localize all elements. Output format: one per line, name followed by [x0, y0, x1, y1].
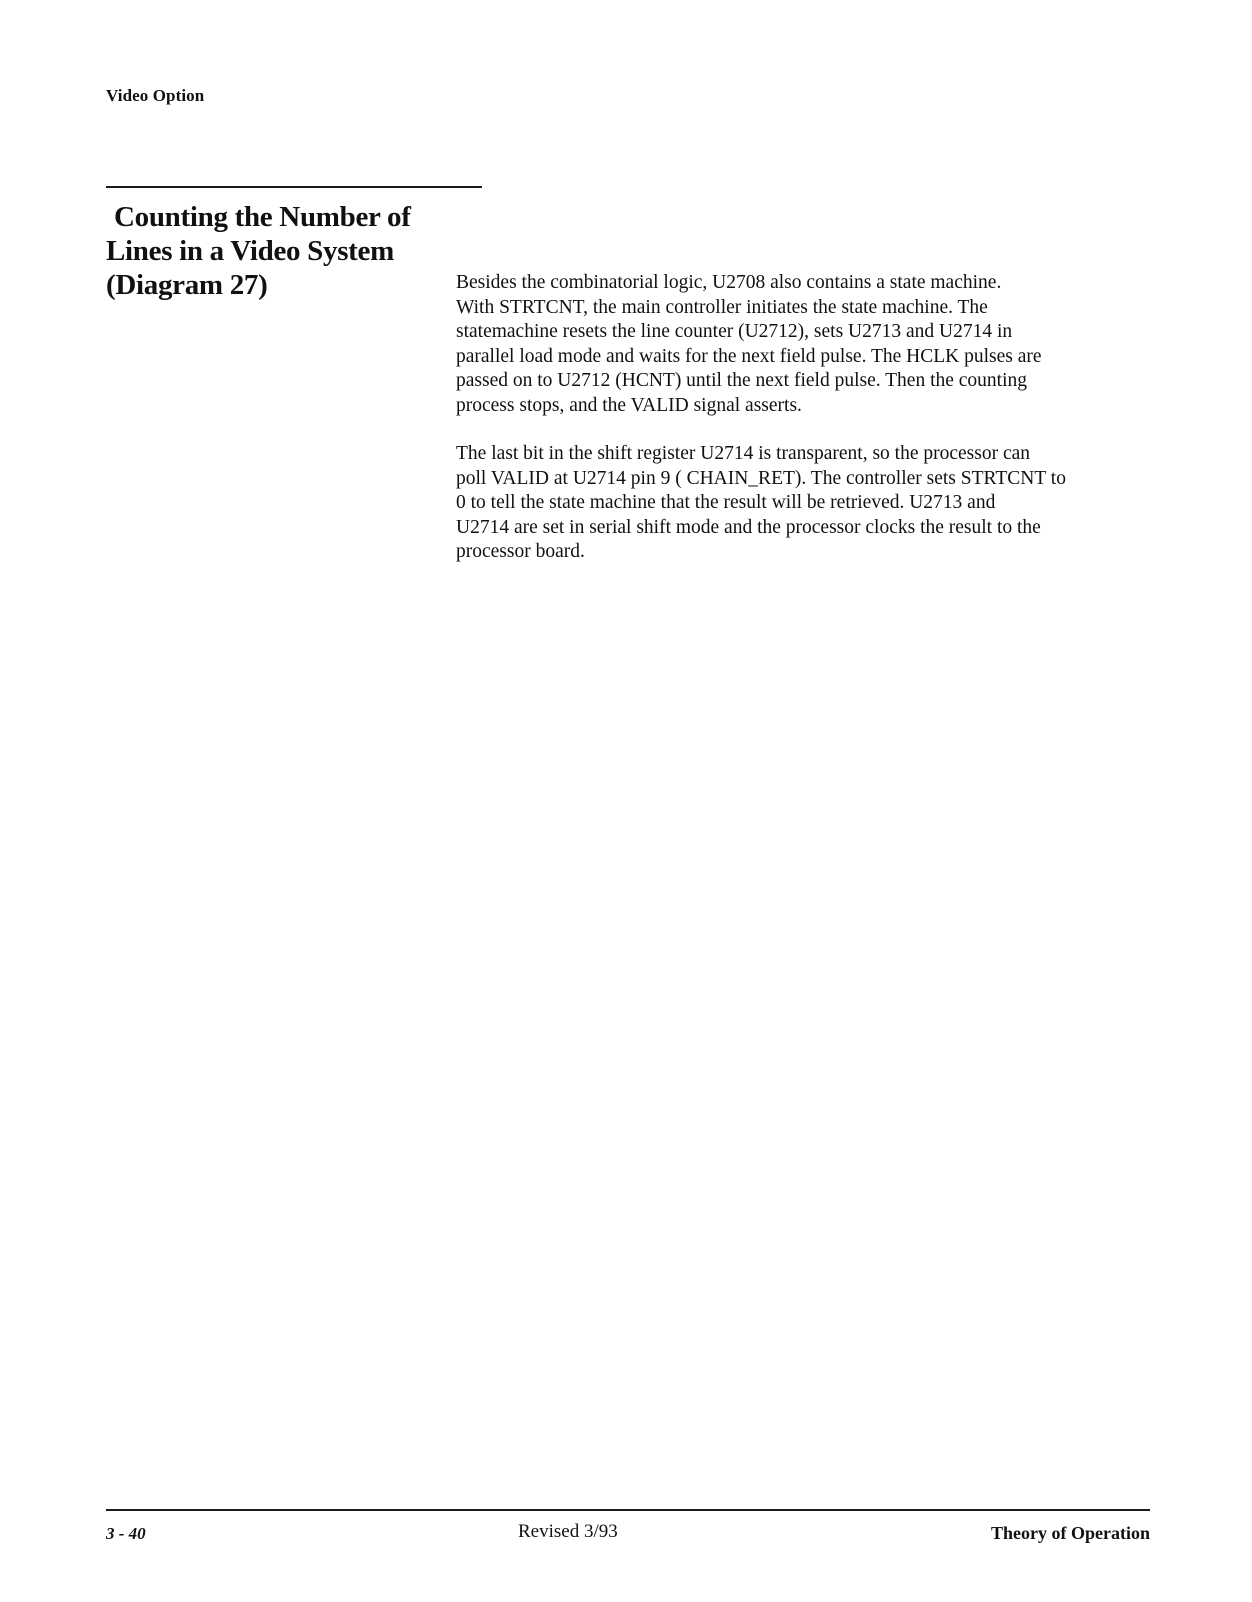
paragraph-shift-register [456, 442, 1150, 565]
running-header: Video Option [106, 86, 205, 105]
section-heading-line: Lines in a Video System [106, 235, 394, 267]
text-line: poll VALID at U2714 pin 9 ( CHAIN_RET). The controller sets STRTCNT to [456, 467, 1066, 489]
page-number: 3 - 40 [106, 1524, 146, 1543]
text-line: processor board. [456, 541, 585, 562]
text-line: With STRTCNT, the main controller initiates the state machine. The [456, 296, 988, 318]
paragraph-state-machine [456, 271, 1150, 418]
text-line: Besides the combinatorial logic, U2708 also contains a state machine. [456, 272, 1002, 293]
section-heading-line: (Diagram 27) [106, 269, 268, 301]
footer-divider [106, 1509, 1150, 1511]
revision-date: Revised 3/93 [518, 1521, 618, 1542]
body-text [456, 271, 1150, 589]
text-line: process stops, and the VALID signal asserts. [456, 394, 802, 416]
section-heading [106, 200, 446, 302]
heading-divider [106, 186, 482, 188]
text-line: parallel load mode and waits for the next field pulse. The HCLK pulses are [456, 345, 1042, 367]
text-line: The last bit in the shift register U2714 is transparent, so the processor can [456, 443, 1031, 464]
section-heading-line: Counting the Number of [114, 201, 411, 233]
text-line: passed on to U2712 (HCNT) until the next field pulse. Then the counting [456, 370, 1028, 391]
text-line: 0 to tell the state machine that the result will be retrieved. U2713 and [456, 492, 996, 513]
text-line: statemachine resets the line counter (U2712), sets U2713 and U2714 in [456, 321, 1013, 342]
text-line: U2714 are set in serial shift mode and the processor clocks the result to the [456, 516, 1041, 538]
chapter-title: Theory of Operation [991, 1523, 1150, 1543]
